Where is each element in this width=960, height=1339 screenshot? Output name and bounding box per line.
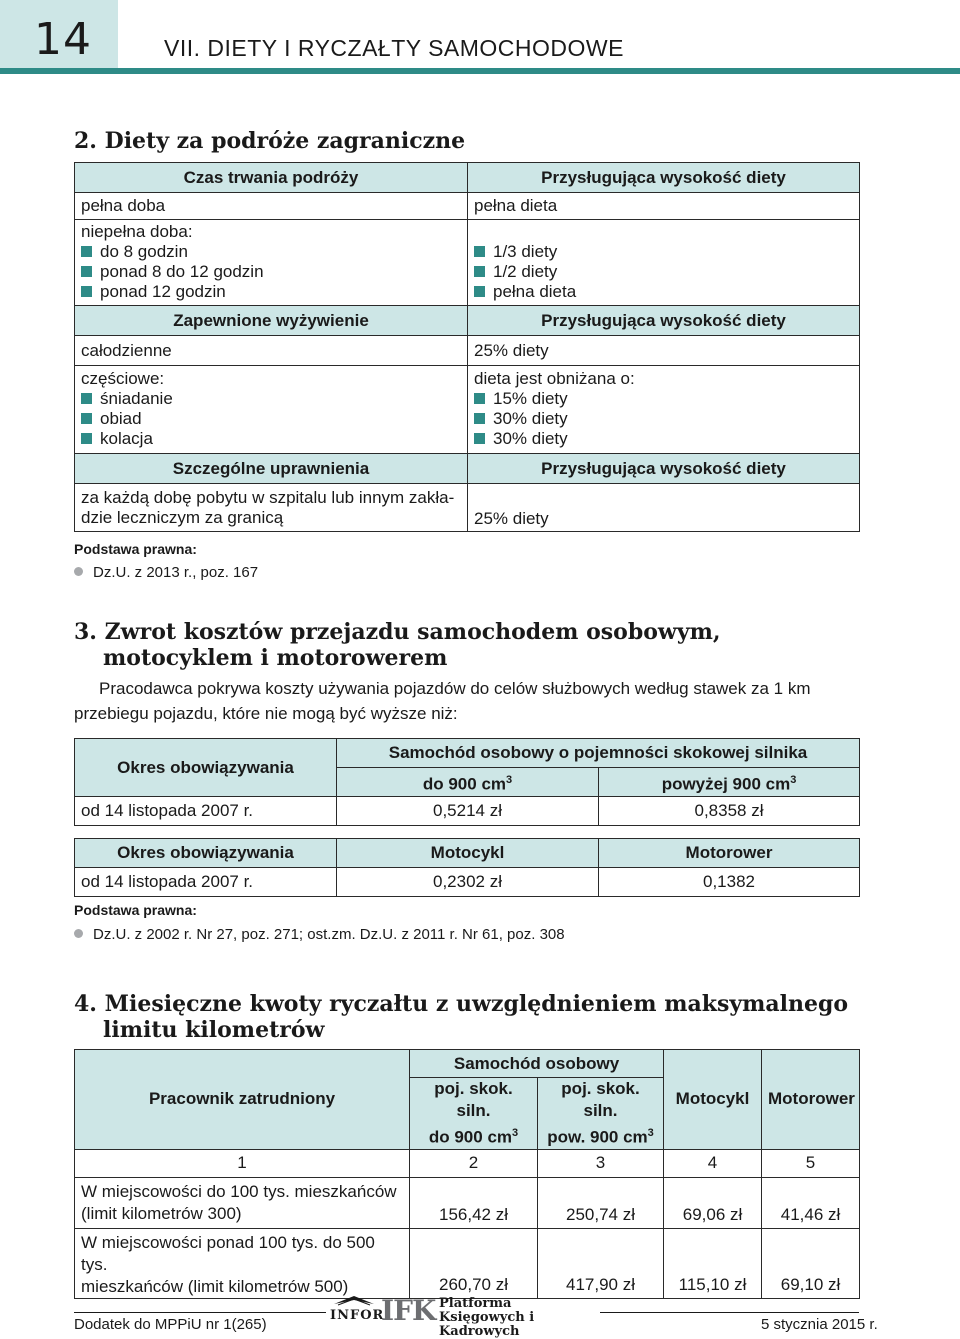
full-day-value: pełna dieta <box>468 193 860 220</box>
column-number: 1 <box>75 1149 410 1177</box>
list-item: 15% diety <box>474 389 853 409</box>
monthly-lump-sum-table <box>74 1049 860 1299</box>
reduction-intro: dieta jest obniżana o: <box>474 369 635 388</box>
partial-board-cell <box>75 366 468 454</box>
full-day-label: pełna doba <box>75 193 468 220</box>
hospital-value: 25% diety <box>468 484 860 532</box>
full-board-value: 25% diety <box>468 336 860 366</box>
section-3-title: 3. Zwrot kosztów przejazdu samochodem osobowym, motocyklem i motorowerem <box>74 619 721 671</box>
bullet-square-icon <box>81 246 92 257</box>
chapter-title: VII. DIETY I RYCZAŁTY SAMOCHODOWE <box>164 35 624 61</box>
header-moped: Motorower <box>599 839 860 868</box>
row-label: W miejscowości do 100 tys. mieszkańców (limit kilometrów 300) <box>75 1177 410 1228</box>
period-cell: od 14 listopada 2007 r. <box>75 868 337 897</box>
bullet-square-icon <box>474 433 485 444</box>
bullet-square-icon <box>474 266 485 277</box>
header-over-900: powyżej 900 $cm^3$ <box>599 768 860 797</box>
column-number: 2 <box>410 1149 538 1177</box>
rate-small-cell: 0,5214 zł <box>337 797 599 826</box>
header-car-small: poj. skok. siln. do 900 $cm^3$ <box>410 1078 538 1150</box>
hospital-text-line: dzie leczniczym za granicą <box>81 508 284 527</box>
list-item: obiad <box>81 409 461 429</box>
header-period: Okres obowiązywania <box>75 739 337 797</box>
value-cell: 69,06 zł <box>664 1177 762 1228</box>
list-item: kolacja <box>81 429 461 449</box>
header-special-rights: Szczególne uprawnienia <box>75 454 468 484</box>
foreign-trip-allowance-table <box>74 162 860 532</box>
header-up-to-900: do 900 $cm^3$ <box>337 768 599 797</box>
partial-day-values-cell <box>468 220 860 306</box>
bullet-square-icon <box>81 286 92 297</box>
header-motorcycle: Motocykl <box>664 1050 762 1150</box>
partial-board-values-cell <box>468 366 860 454</box>
list-item: 30% diety <box>474 429 853 449</box>
page-number: 14 <box>34 14 92 65</box>
list-item: 30% diety <box>474 409 853 429</box>
list-item: do 8 godzin <box>81 242 461 262</box>
legal-basis-label: Podstawa prawna: <box>74 541 197 557</box>
list-item: ponad 12 godzin <box>81 282 461 302</box>
header-moped: Motorower <box>762 1050 860 1150</box>
footer-rule-right <box>600 1312 859 1313</box>
header-board-provided: Zapewnione wyżywienie <box>75 306 468 336</box>
legal-basis-label: Podstawa prawna: <box>74 902 197 918</box>
header-allowance: Przysługująca wysokość diety <box>468 454 860 484</box>
bullet-dot-icon <box>74 567 83 576</box>
full-board-label: całodzienne <box>75 336 468 366</box>
eagle-wings-icon <box>332 1294 376 1306</box>
list-item: 1/3 diety <box>474 242 853 262</box>
list-item: ponad 8 do 12 godzin <box>81 262 461 282</box>
header-allowance: Przysługująca wysokość diety <box>468 163 860 193</box>
value-cell: 41,46 zł <box>762 1177 860 1228</box>
value-cell: 156,42 zł <box>410 1177 538 1228</box>
column-number: 4 <box>664 1149 762 1177</box>
section-3-paragraph: Pracodawca pokrywa koszty używania pojazdów do celów służbowych według stawek za 1 km przebiegu pojazdu, które nie mogą być wyższe niż: <box>74 679 811 723</box>
column-number: 5 <box>762 1149 860 1177</box>
hospital-text-line: za każdą dobę pobytu w szpitalu lub innym zakła- <box>81 488 455 507</box>
bullet-square-icon <box>81 433 92 444</box>
row-label: W miejscowości ponad 100 tys. do 500 tys. mieszkańców (limit kilometrów 500) <box>75 1228 410 1298</box>
bullet-square-icon <box>81 266 92 277</box>
car-mileage-rate-table <box>74 738 860 826</box>
header-car-large: poj. skok. siln. pow. 900 $cm^3$ <box>538 1078 664 1150</box>
table-row <box>75 1177 860 1228</box>
section-2-title: 2. Diety za podróże zagraniczne <box>74 128 466 154</box>
bullet-square-icon <box>81 413 92 424</box>
bullet-square-icon <box>81 393 92 404</box>
logo-ifk: IFK <box>381 1294 436 1327</box>
motorcycle-rate-cell: 0,2302 zł <box>337 868 599 897</box>
footer-date: 5 stycznia 2015 r. <box>761 1316 878 1333</box>
header-car-engine: Samochód osobowy o pojemności skokowej silnika <box>337 739 860 768</box>
legal-basis-item: Dz.U. z 2013 r., poz. 167 <box>74 564 258 581</box>
hospital-cell <box>75 484 468 532</box>
value-cell: 417,90 zł <box>538 1228 664 1298</box>
bullet-square-icon <box>474 413 485 424</box>
value-cell: 69,10 zł <box>762 1228 860 1298</box>
header-car: Samochód osobowy <box>410 1050 664 1078</box>
list-item: 1/2 diety <box>474 262 853 282</box>
section-4-title: 4. Miesięczne kwoty ryczałtu z uwzględnieniem maksymalnego limitu kilometrów <box>74 991 849 1043</box>
list-item: pełna dieta <box>474 282 853 302</box>
logo-infor: INFOR <box>330 1308 385 1323</box>
bullet-square-icon <box>474 246 485 257</box>
logo-platform-name: Platforma Księgowych i Kadrowych <box>439 1296 535 1339</box>
value-cell: 250,74 zł <box>538 1177 664 1228</box>
table-row <box>75 1228 860 1298</box>
legal-basis-item: Dz.U. z 2002 r. Nr 27, poz. 271; ost.zm. Dz.U. z 2011 r. Nr 61, poz. 308 <box>74 926 565 943</box>
header-employee: Pracownik zatrudniony <box>75 1050 410 1150</box>
partial-day-label: niepełna doba: <box>81 222 193 241</box>
header-rule <box>0 68 960 74</box>
bullet-square-icon <box>474 393 485 404</box>
partial-board-label: częściowe: <box>81 369 165 388</box>
list-item: śniadanie <box>81 389 461 409</box>
bullet-square-icon <box>474 286 485 297</box>
footer-logo <box>330 1294 598 1339</box>
moto-mileage-rate-table <box>74 838 860 897</box>
column-number: 3 <box>538 1149 664 1177</box>
header-motorcycle: Motocykl <box>337 839 599 868</box>
period-cell: od 14 listopada 2007 r. <box>75 797 337 826</box>
rate-large-cell: 0,8358 zł <box>599 797 860 826</box>
header-trip-duration: Czas trwania podróży <box>75 163 468 193</box>
footer-publication: Dodatek do MPPiU nr 1(265) <box>74 1316 267 1333</box>
value-cell: 115,10 zł <box>664 1228 762 1298</box>
header-period: Okres obowiązywania <box>75 839 337 868</box>
header-allowance: Przysługująca wysokość diety <box>468 306 860 336</box>
bullet-dot-icon <box>74 929 83 938</box>
partial-day-cell <box>75 220 468 306</box>
moped-rate-cell: 0,1382 <box>599 868 860 897</box>
footer-rule-left <box>74 1312 326 1313</box>
value-cell: 260,70 zł <box>410 1228 538 1298</box>
